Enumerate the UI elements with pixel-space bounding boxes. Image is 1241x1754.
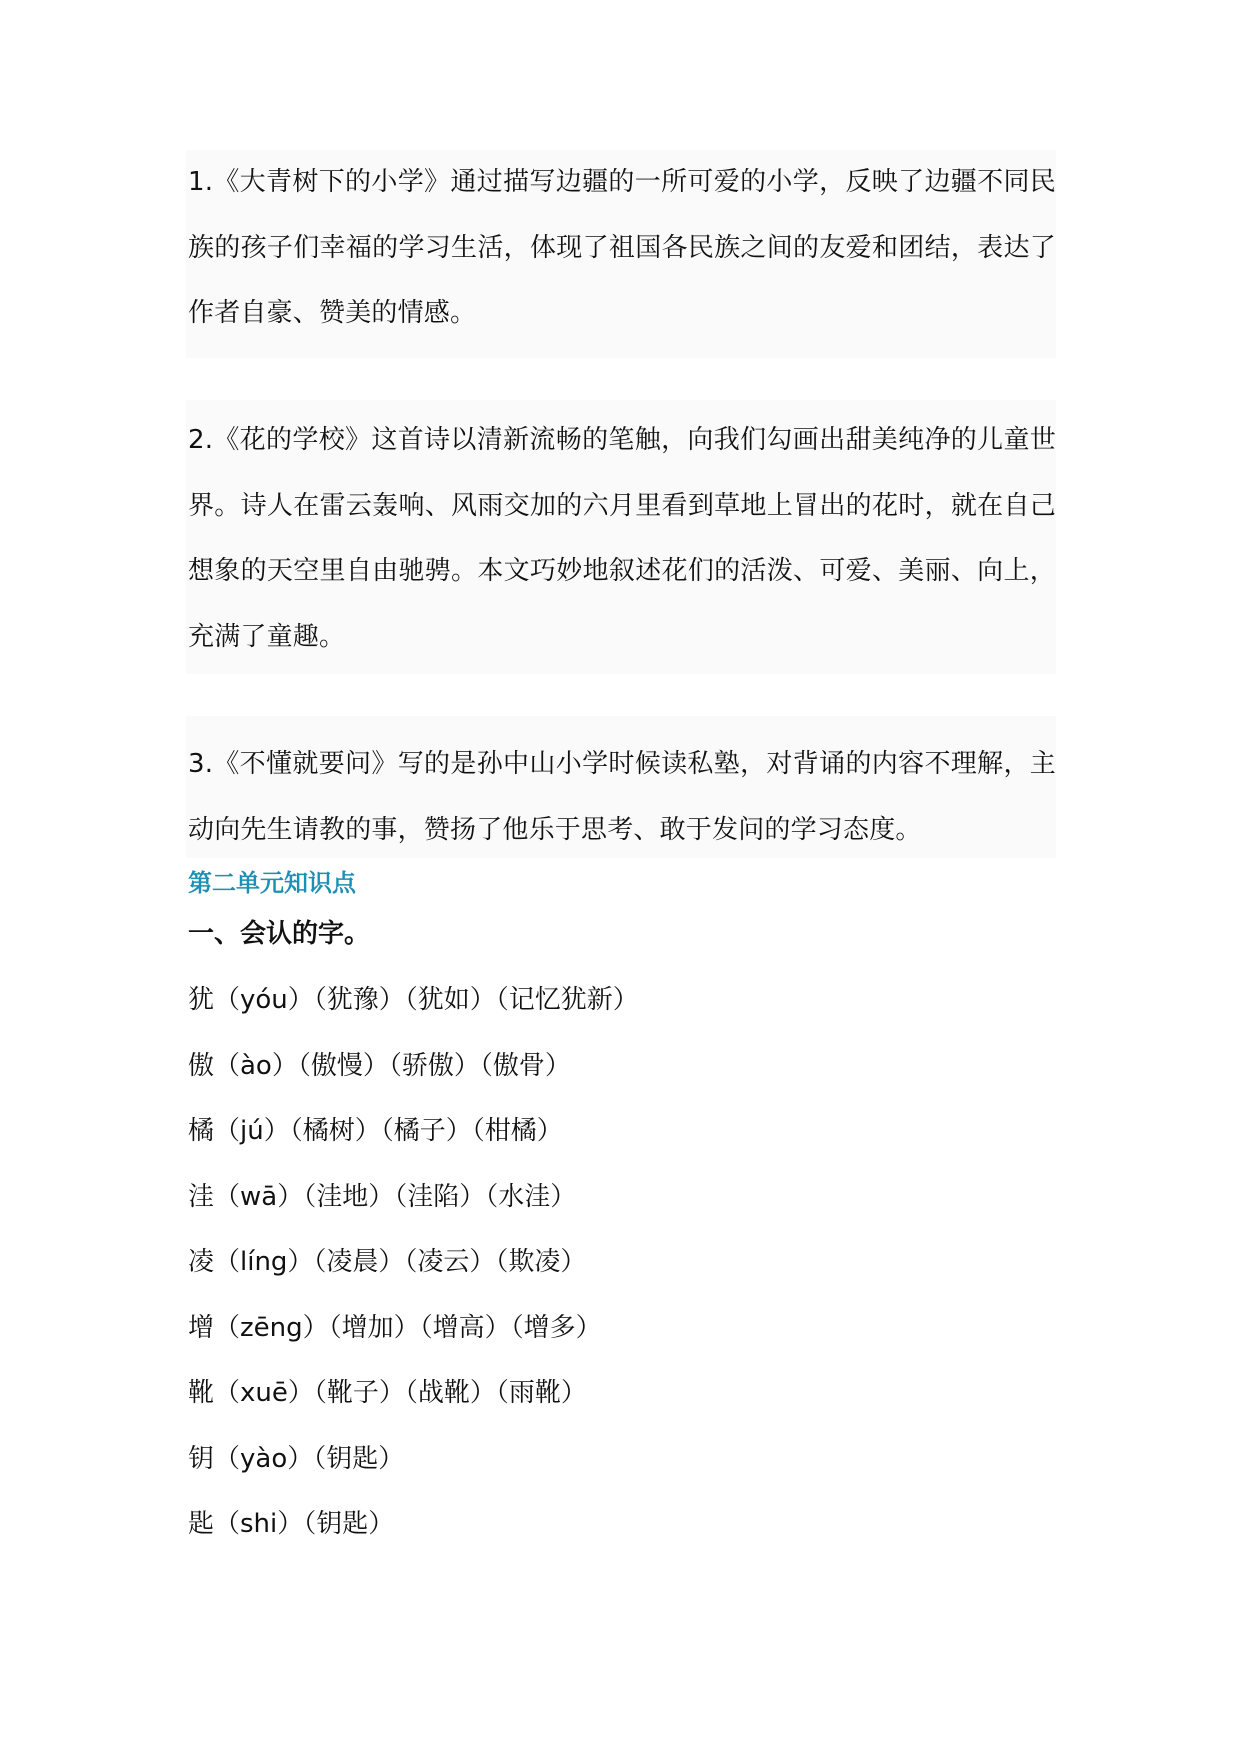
- character-entry: 傲（ào）（傲慢）（骄傲）（傲骨）: [188, 1050, 571, 1081]
- summary-paragraph-3: 3.《不懂就要问》写的是孙中山小学时候读私塾，对背诵的内容不理解，主动向先生请教的事，赞扬了他乐于思考、敢于发问的学习态度。: [188, 749, 1056, 845]
- summary-paragraph-2: 2.《花的学校》这首诗以清新流畅的笔触，向我们勾画出甜美纯净的儿童世界。诗人在雷云轰响、风雨交加的六月里看到草地上冒出的花时，就在自己想象的天空里自由驰骋。本文巧妙地叙述花们的活泼、可爱、美丽、向上，充满了童趣。: [188, 425, 1056, 652]
- character-entry: 钥（yào）（钥匙）: [188, 1443, 405, 1474]
- character-entry: 犹（yóu）（犹豫）（犹如）（记忆犹新）: [188, 985, 639, 1015]
- character-list: [188, 968, 639, 1558]
- unit-title: 第二单元知识点: [188, 869, 356, 897]
- character-entry: 洼（wā）（洼地）（洼陷）（水洼）: [188, 1181, 577, 1212]
- summary-paragraph-1: 1.《大青树下的小学》通过描写边疆的一所可爱的小学，反映了边疆不同民族的孩子们幸福的学习生活，体现了祖国各民族之间的友爱和团结，表达了作者自豪、赞美的情感。: [188, 167, 1056, 328]
- character-entry: 橘（jú）（橘树）（橘子）（柑橘）: [188, 1116, 563, 1146]
- section-title: 一、会认的字。: [188, 919, 371, 949]
- character-entry: 靴（xuē）（靴子）（战靴）（雨靴）: [188, 1378, 587, 1408]
- character-entry: 凌（líng）（凌晨）（凌云）（欺凌）: [188, 1247, 587, 1277]
- character-entry: 增（zēng）（增加）（增高）（增多）: [188, 1312, 602, 1343]
- character-entry: 匙（shi）（钥匙）: [188, 1509, 395, 1539]
